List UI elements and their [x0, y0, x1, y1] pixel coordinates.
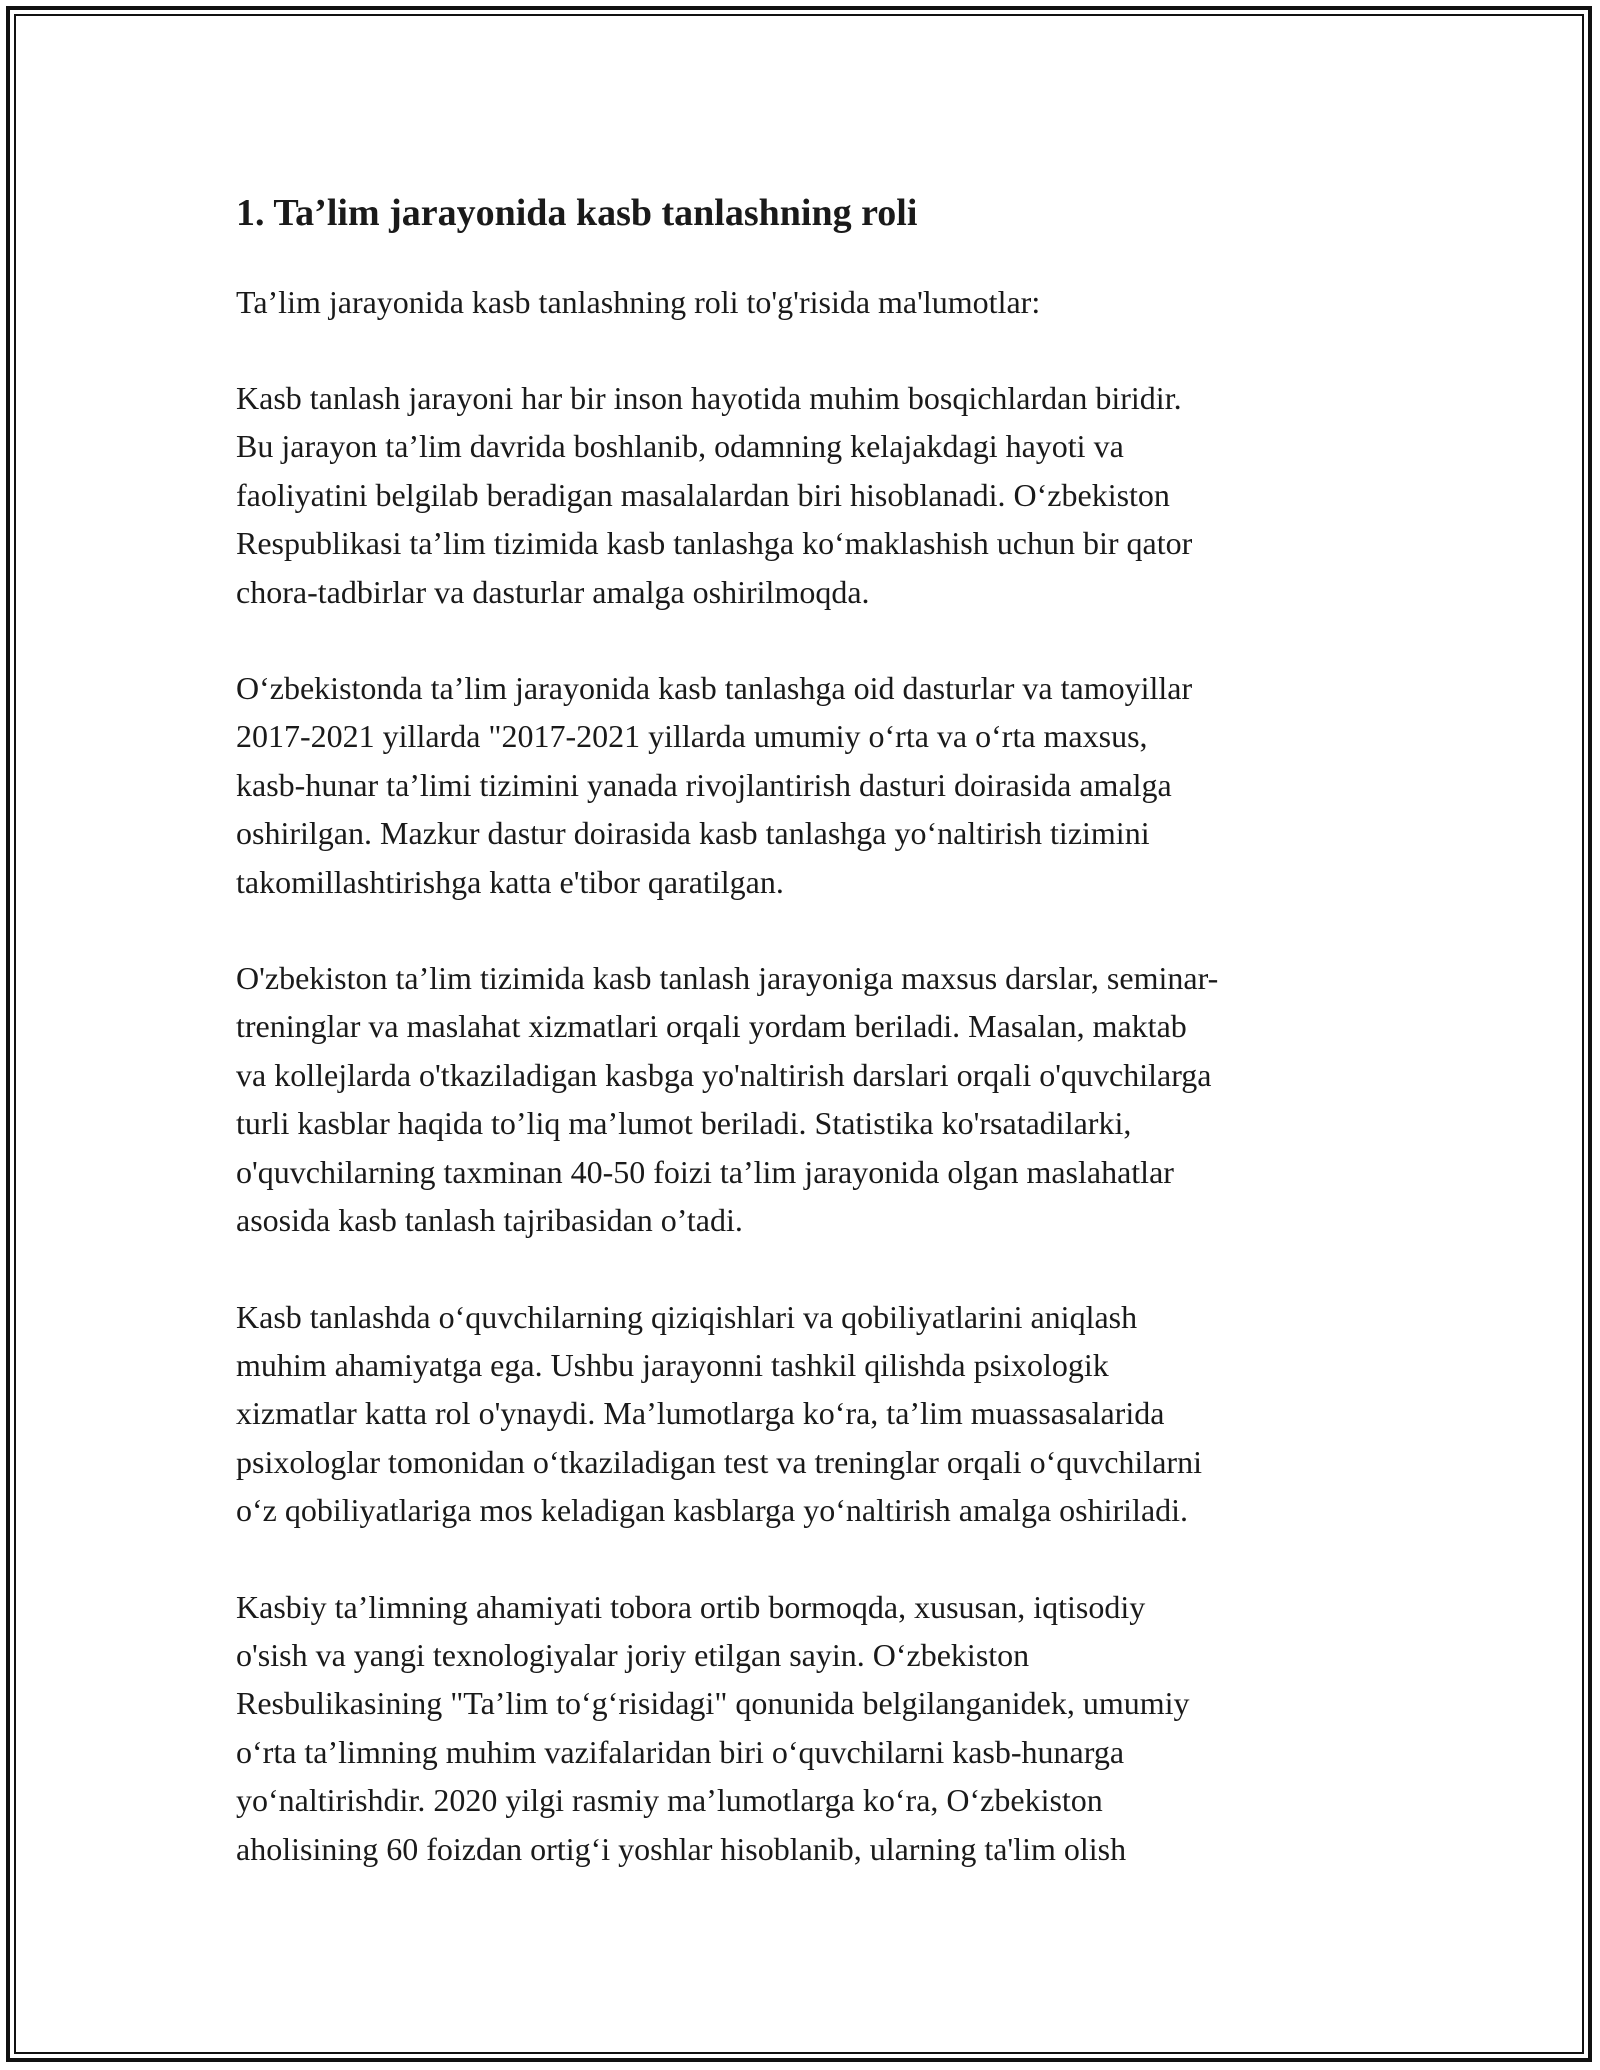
paragraph-4 — [236, 1293, 1376, 1535]
text-line: o'quvchilarning taxminan 40-50 foizi ta’lim jarayonida olgan maslahatlar — [236, 1153, 1174, 1190]
text-line: treninglar va maslahat xizmatlari orqali yordam beriladi. Masalan, maktab — [236, 1008, 1187, 1045]
text-line: faoliyatini belgilab beradigan masalalardan biri hisoblanadi. O‘zbekiston — [236, 476, 1170, 513]
paragraph-3 — [236, 954, 1376, 1244]
text-line: yo‘naltirishdir. 2020 yilgi rasmiy ma’lumotlarga ko‘ra, O‘zbekiston — [236, 1782, 1103, 1819]
document-body — [236, 186, 1376, 1921]
text-line: Kasbiy ta’limning ahamiyati tobora ortib bormoqda, xususan, iqtisodiy — [236, 1588, 1146, 1625]
text-line: Kasb tanlashda o‘quvchilarning qiziqishlari va qobiliyatlarini aniqlash — [236, 1298, 1138, 1335]
text-line: va kollejlarda o'tkaziladigan kasbga yo'naltirish darslari orqali o'quvchilarga — [236, 1056, 1212, 1093]
text-line: turli kasblar haqida to’liq ma’lumot beriladi. Statistika ko'rsatadilarki, — [236, 1105, 1132, 1142]
paragraph-1 — [236, 374, 1376, 616]
text-line: o‘rta ta’limning muhim vazifalaridan biri o‘quvchilarni kasb-hunarga — [236, 1733, 1125, 1770]
text-line: asosida kasb tanlash tajribasidan o’tadi. — [236, 1202, 743, 1239]
text-line: Respublikasi ta’lim tizimida kasb tanlashga ko‘maklashish uchun bir qator — [236, 525, 1193, 562]
section-heading: 1. Ta’lim jarayonida kasb tanlashning roli — [236, 192, 918, 234]
text-line: Kasb tanlash jarayoni har bir inson hayotida muhim bosqichlardan biridir. — [236, 380, 1182, 416]
text-line: xizmatlar katta rol o'ynaydi. Ma’lumotlarga ko‘ra, ta’lim muassasalarida — [236, 1395, 1165, 1432]
text-line: O‘zbekistonda ta’lim jarayonida kasb tanlashga oid dasturlar va tamoyillar — [236, 670, 1193, 707]
text-line: O'zbekiston ta’lim tizimida kasb tanlash jarayoniga maxsus darslar, seminar- — [236, 960, 1219, 997]
text-line: o‘z qobiliyatlariga mos keladigan kasblarga yo‘naltirish amalga oshiriladi. — [236, 1492, 1189, 1529]
paragraph-5 — [236, 1583, 1376, 1873]
intro-line: Ta’lim jarayonida kasb tanlashning roli to'g'risida ma'lumotlar: — [236, 284, 1041, 320]
text-line: Bu jarayon ta’lim davrida boshlanib, odamning kelajakdagi hayoti va — [236, 428, 1124, 465]
text-line: Resbulikasining "Ta’lim to‘g‘risidagi" qonunida belgilanganidek, umumiy — [236, 1685, 1190, 1722]
paragraph-2 — [236, 664, 1376, 906]
text-line: psixologlar tomonidan o‘tkaziladigan test va treninglar orqali o‘quvchilarni — [236, 1443, 1202, 1480]
text-line: o'sish va yangi texnologiyalar joriy etilgan sayin. O‘zbekiston — [236, 1636, 1030, 1673]
text-line: kasb-hunar ta’limi tizimini yanada rivojlantirish dasturi doirasida amalga — [236, 766, 1172, 803]
text-line: takomillashtirishga katta e'tibor qaratilgan. — [236, 863, 784, 900]
text-line: oshirilgan. Mazkur dastur doirasida kasb tanlashga yo‘naltirish tizimini — [236, 815, 1150, 852]
text-line: muhim ahamiyatga ega. Ushbu jarayonni tashkil qilishda psixologik — [236, 1346, 1109, 1383]
text-line: 2017-2021 yillarda "2017-2021 yillarda umumiy o‘rta va o‘rta maxsus, — [236, 718, 1148, 755]
text-line: aholisining 60 foizdan ortig‘i yoshlar hisoblanib, ularning ta'lim olish — [236, 1830, 1127, 1867]
text-line: chora-tadbirlar va dasturlar amalga oshirilmoqda. — [236, 573, 870, 610]
